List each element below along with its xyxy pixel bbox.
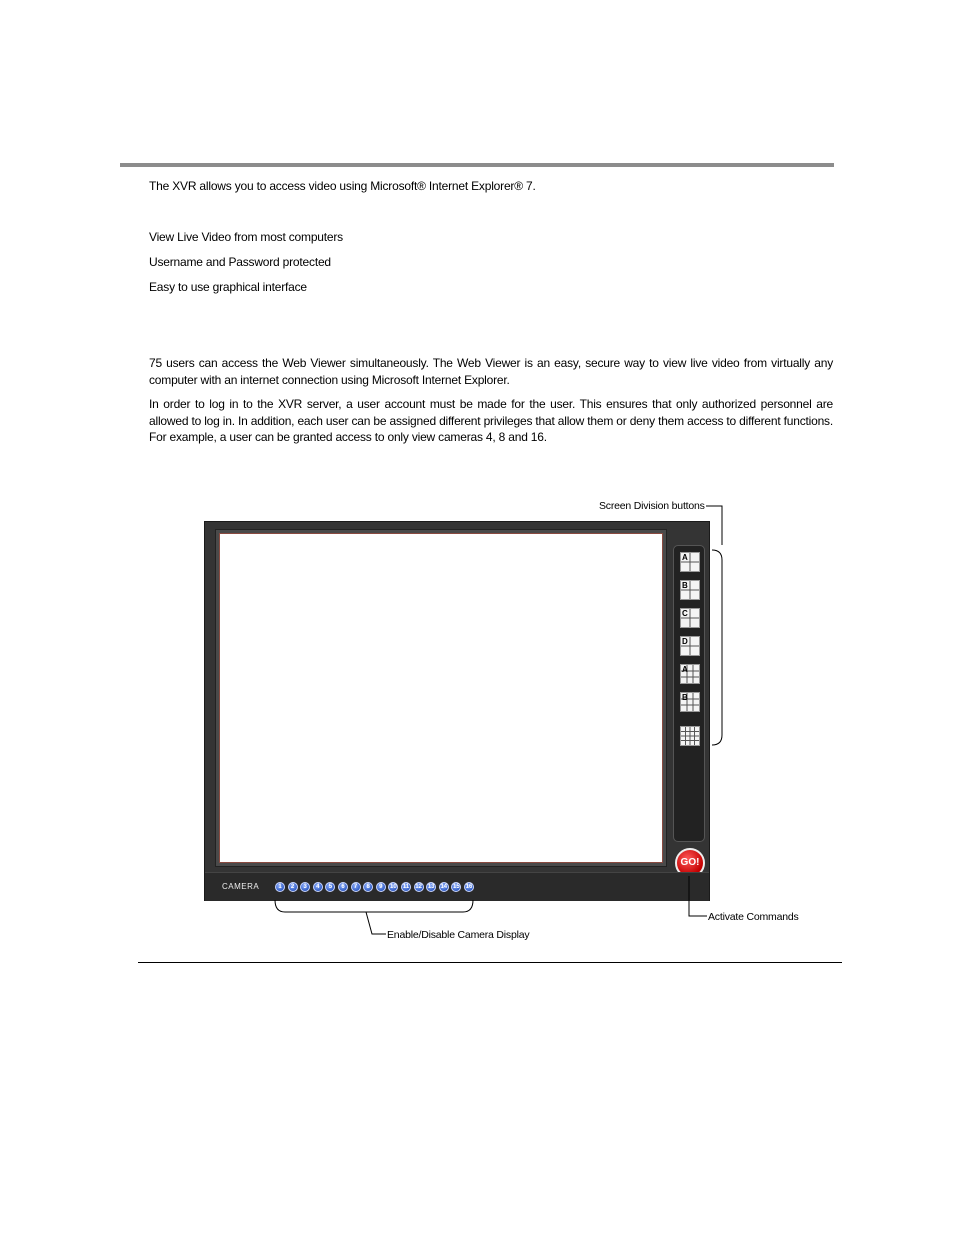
camera-button-11[interactable]: 11 (402, 884, 410, 890)
camera-button-16[interactable]: 16 (465, 884, 473, 890)
screen-division-bracket (712, 550, 722, 745)
division-button-label: A (682, 553, 688, 562)
camera-button-9[interactable]: 9 (376, 882, 386, 892)
division-button-label: B (682, 693, 688, 702)
callout-screen-division: Screen Division buttons (599, 500, 705, 512)
camera-label: CAMERA (222, 882, 260, 891)
division-button-label: B (682, 581, 688, 590)
camera-bracket (275, 900, 473, 912)
camera-button-4[interactable]: 4 (313, 882, 323, 892)
camera-button-14[interactable]: 14 (440, 884, 448, 890)
camera-button-8[interactable]: 8 (363, 882, 373, 892)
footer-rule (138, 962, 842, 963)
camera-button-7[interactable]: 7 (351, 882, 361, 892)
camera-button-13[interactable]: 13 (427, 884, 435, 890)
feature-item: View Live Video from most computers (149, 230, 343, 244)
camera-button-2[interactable]: 2 (288, 882, 298, 892)
camera-button-10[interactable]: 10 (390, 884, 397, 890)
camera-button-5[interactable]: 5 (325, 882, 335, 892)
callout-enable-disable: Enable/Disable Camera Display (387, 929, 530, 941)
intro-text: The XVR allows you to access video using Microsoft® Internet Explorer® 7. (149, 179, 536, 193)
callout-activate-commands: Activate Commands (708, 911, 799, 923)
paragraph-users: 75 users can access the Web Viewer simultaneously. The Web Viewer is an easy, secure way to view live video from virtually any computer with an internet connection using Microsoft Internet Explorer. (149, 356, 833, 387)
camera-button-15[interactable]: 15 (453, 884, 460, 890)
division-button-label: A (682, 665, 688, 674)
camera-button-1[interactable]: 1 (275, 882, 285, 892)
camera-button-3[interactable]: 3 (300, 882, 310, 892)
feature-item: Username and Password protected (149, 255, 331, 269)
paragraph-login: In order to log in to the XVR server, a user account must be made for the user. This ensures that only authorized personnel are allowed to log in. In addition, each user can be assigned different privileges that allow them or deny them access to different functions. For example, a user can be granted access to only view cameras 4, 8 and 16. (149, 397, 833, 444)
callout-line-activate (689, 876, 707, 916)
callout-line-screen-division (706, 506, 722, 545)
camera-button-6[interactable]: 6 (338, 882, 348, 892)
callout-line-enable-disable (366, 912, 386, 934)
go-button[interactable]: GO! (675, 848, 705, 878)
division-button-label: C (682, 609, 688, 618)
camera-button-12[interactable]: 12 (415, 884, 422, 890)
division-button-label: D (682, 637, 688, 646)
feature-item: Easy to use graphical interface (149, 280, 307, 294)
